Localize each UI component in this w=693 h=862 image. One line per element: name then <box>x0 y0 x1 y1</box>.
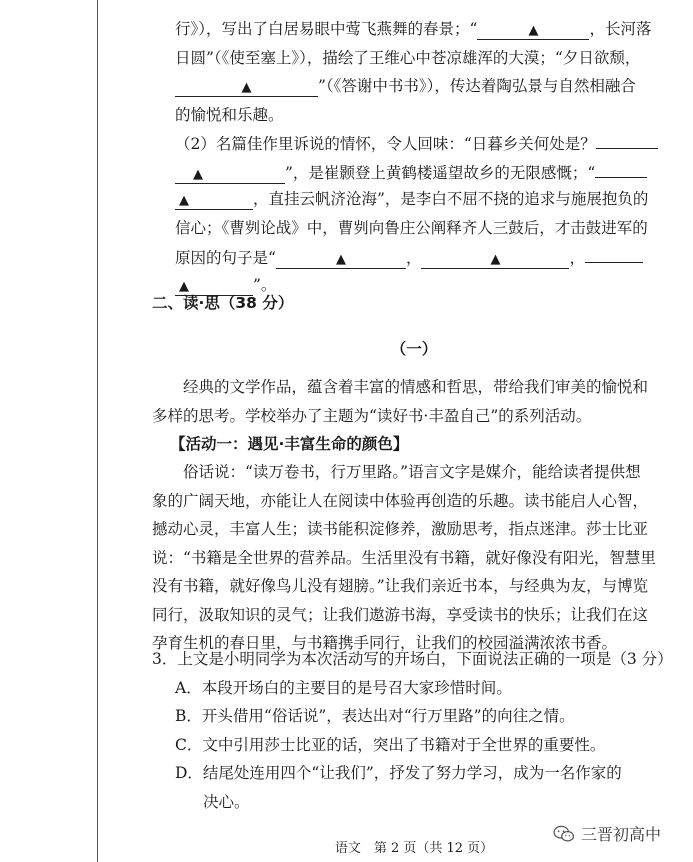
text-line <box>175 72 679 101</box>
answer-blank[interactable] <box>585 242 643 263</box>
text-line <box>175 15 679 44</box>
text-line: 信心；《曹刿论战》中，曹刿向鲁庄公阐释齐人三鼓后，才击鼓进军的 <box>175 218 648 237</box>
text-line <box>175 185 679 214</box>
text-line: 说：“书籍是全世界的营养品。生活里没有书籍，就好像没有阳光，智慧里 <box>152 548 656 567</box>
blank-marker: ▲ <box>490 252 501 267</box>
text-line: 日圆”（《使至塞上》），描绘了王维心中苍凉雄浑的大漠；“夕日欲颓， <box>175 48 641 67</box>
option-d-continued: 决心。 <box>203 793 250 811</box>
blank-marker: ▲ <box>193 166 203 182</box>
text-line <box>175 157 679 186</box>
part-title: （一） <box>390 340 438 358</box>
blank-marker: ▲ <box>179 278 189 294</box>
answer-blank[interactable] <box>175 76 318 97</box>
wechat-icon <box>553 825 575 843</box>
option-c[interactable]: C．文中引用莎士比亚的话，突出了书籍对于全世界的重要性。 <box>175 736 606 754</box>
margin-line <box>97 0 98 862</box>
option-b[interactable]: B．开头借用“俗话说”，表达出对“行万里路”的向往之情。 <box>175 707 575 725</box>
text-segment: ”，是崔颢登上黄鹤楼遥望故乡的无限感慨；“ <box>285 163 596 182</box>
text-segment: ，长河落 <box>589 20 652 38</box>
watermark <box>553 822 661 845</box>
answer-blank[interactable] <box>175 163 285 184</box>
answer-blank[interactable] <box>276 248 406 269</box>
poetry-paragraph-1 <box>175 15 679 129</box>
text-segment: ， <box>405 249 422 267</box>
text-line: 象的广阔天地，亦能让人在阅读中体验再创造的乐趣。读书能启人心智， <box>152 491 649 510</box>
blank-marker: ▲ <box>528 23 539 38</box>
activity-heading: 【活动一：遇见·丰富生命的颜色】 <box>170 435 409 453</box>
answer-blank[interactable] <box>421 248 569 269</box>
text-segment: ，直挂云帆济沧海”，是李白不屈不挠的追求与施展抱负的 <box>253 190 649 208</box>
text-segment: 行》），写出了白居易眼中莺飞燕舞的春景；“ <box>175 20 478 38</box>
text-segment: ”。 <box>253 275 277 294</box>
text-line <box>175 242 679 271</box>
text-line <box>175 128 679 157</box>
text-line: 俗话说：“读万卷书，行万里路。”语言文字是媒介，能给读者提供想 <box>183 463 641 481</box>
text-line: 没有书籍，就好像鸟儿没有翅膀。”让我们亲近书本，与经典为友，与博览 <box>152 577 649 595</box>
question-3-stem: 3．上文是小明同学为本次活动写的开场白，下面说法正确的一项是（3 分） <box>152 650 673 668</box>
text-segment: ”（《答谢中书书》），传达着陶弘景与自然相融合 <box>318 77 636 95</box>
text-line: 孕育生机的春日里，与书籍携手同行，让我们的校园溢满浓浓书香。 <box>152 634 618 652</box>
text-line: 同行，汲取知识的灵气；让我们遨游书海，享受读书的快乐；让我们在这 <box>152 605 649 624</box>
blank-marker: ▲ <box>241 80 252 95</box>
answer-blank[interactable] <box>596 128 658 149</box>
answer-blank[interactable] <box>175 189 253 210</box>
text-line: 经典的文学作品，蕴含着丰富的情感和哲思，带给我们审美的愉悦和 <box>183 378 649 396</box>
option-d[interactable]: D．结尾处连用四个“让我们”，抒发了努力学习，成为一名作家的 <box>175 764 622 782</box>
passage-paragraph <box>152 458 679 658</box>
text-line: 的愉悦和乐趣。 <box>175 105 284 124</box>
answer-blank[interactable] <box>477 19 589 40</box>
blank-marker: ▲ <box>335 252 346 267</box>
text-line: 撼动心灵，丰富人生；读书能积淀修养，激励思考，指点迷津。莎士比亚 <box>152 520 649 538</box>
intro-paragraph <box>152 373 679 430</box>
section-heading: 二、读·思（38 分） <box>152 294 294 312</box>
text-segment: （2）名篇佳作里诉说的情怀，令人回味：“日暮乡关何处是？ <box>175 135 596 153</box>
page-footer: 语文 第 2 页（共 12 页） <box>334 841 494 856</box>
option-a[interactable]: A．本段开场白的主要目的是号召大家珍惜时间。 <box>175 679 512 697</box>
answer-blank[interactable] <box>595 157 647 178</box>
poetry-paragraph-2 <box>175 128 679 299</box>
blank-marker: ▲ <box>179 193 189 208</box>
watermark-text: 三晋初高中 <box>581 825 662 844</box>
text-segment: 原因的句子是“ <box>175 249 276 267</box>
text-line: 多样的思考。学校举办了主题为“读好书·丰盈自己”的系列活动。 <box>152 406 592 425</box>
text-segment: ， <box>569 249 585 267</box>
